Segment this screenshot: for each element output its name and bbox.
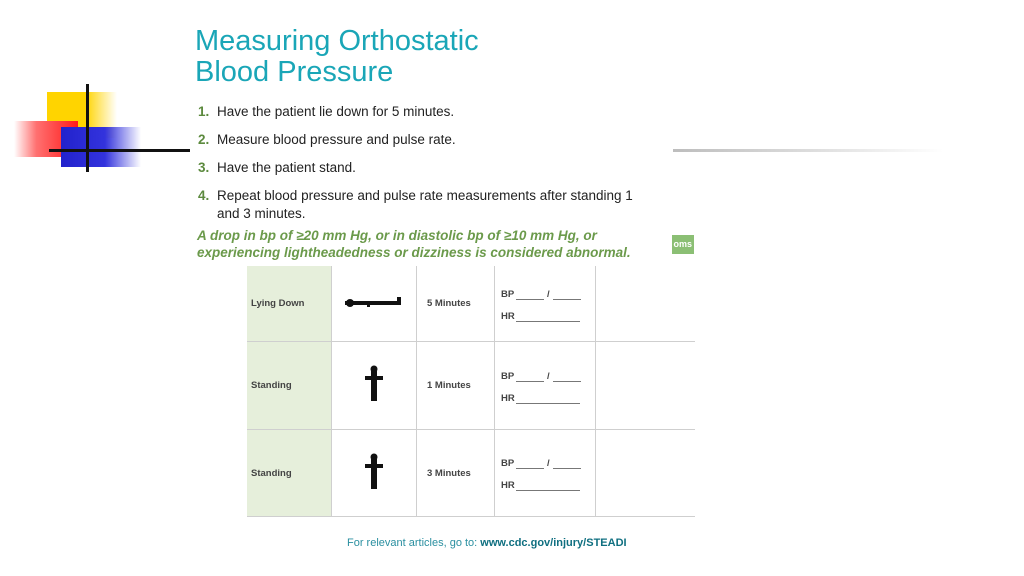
position-icon-cell — [332, 266, 417, 342]
notes-cell — [596, 266, 696, 342]
step-number: 4. — [198, 188, 210, 203]
decor-horizontal-line — [49, 149, 190, 152]
standing-person-icon — [363, 453, 385, 491]
note-line-1: A drop in bp of ≥20 mm Hg, or in diastolic bp of ≥10 mm Hg, or — [197, 228, 597, 243]
hr-label: HR — [501, 480, 515, 491]
step-text: Repeat blood pressure and pulse rate measurements after standing 1 and 3 minutes. — [217, 188, 633, 221]
step-text: Have the patient stand. — [217, 160, 356, 175]
position-icon-cell — [332, 342, 417, 430]
decor-blue-square — [61, 127, 141, 167]
title-line-1: Measuring Orthostatic — [195, 25, 479, 57]
bp-slash: / — [547, 288, 550, 300]
page-title — [195, 26, 479, 88]
time-cell: 5 Minutes — [417, 266, 495, 342]
step-number: 3. — [198, 160, 210, 175]
measurement-table — [247, 266, 695, 517]
decor-fade-line — [673, 149, 943, 152]
step-text: Measure blood pressure and pulse rate. — [217, 132, 456, 147]
hr-field[interactable] — [516, 480, 580, 491]
readings-cell — [495, 266, 596, 342]
position-cell: Lying Down — [247, 266, 332, 342]
time-cell: 1 Minutes — [417, 342, 495, 430]
hr-label: HR — [501, 310, 515, 322]
step-3 — [198, 159, 638, 177]
bp-diastolic-field[interactable] — [553, 289, 581, 300]
step-number: 2. — [198, 132, 210, 147]
symptoms-badge: oms — [672, 235, 694, 254]
step-number: 1. — [198, 104, 210, 119]
position-icon-cell — [332, 430, 417, 517]
abnormal-criteria-note — [197, 227, 667, 261]
notes-cell — [596, 430, 696, 517]
bp-diastolic-field[interactable] — [553, 371, 581, 382]
bp-label: BP — [501, 370, 515, 382]
step-1 — [198, 103, 638, 121]
bp-label: BP — [501, 458, 515, 469]
bp-slash: / — [547, 370, 550, 382]
step-2 — [198, 131, 638, 149]
readings-cell — [495, 342, 596, 430]
steadi-link[interactable]: www.cdc.gov/injury/STEADI — [480, 537, 627, 549]
table-row — [247, 266, 695, 342]
lying-person-icon — [343, 295, 405, 309]
time-cell: 3 Minutes — [417, 430, 495, 517]
bp-systolic-field[interactable] — [516, 371, 544, 382]
position-cell: Standing — [247, 430, 332, 517]
table-row — [247, 430, 695, 517]
footer-prefix: For relevant articles, go to: — [347, 537, 481, 549]
bp-systolic-field[interactable] — [516, 289, 544, 300]
bp-slash: / — [547, 458, 550, 469]
hr-label: HR — [501, 392, 515, 404]
position-cell: Standing — [247, 342, 332, 430]
bp-label: BP — [501, 288, 515, 300]
standing-person-icon — [363, 365, 385, 403]
steps-list — [198, 103, 638, 233]
notes-cell — [596, 342, 696, 430]
footer-reference — [347, 537, 627, 549]
title-line-2: Blood Pressure — [195, 56, 394, 88]
table-row — [247, 342, 695, 430]
hr-field[interactable] — [516, 393, 580, 404]
step-4 — [198, 187, 638, 223]
bp-diastolic-field[interactable] — [553, 458, 581, 469]
bp-systolic-field[interactable] — [516, 458, 544, 469]
readings-cell — [495, 430, 596, 517]
decor-vertical-line — [86, 84, 89, 172]
hr-field[interactable] — [516, 311, 580, 322]
step-text: Have the patient lie down for 5 minutes. — [217, 104, 455, 119]
note-line-2: experiencing lightheadedness or dizziness is considered abnormal. — [197, 245, 631, 260]
